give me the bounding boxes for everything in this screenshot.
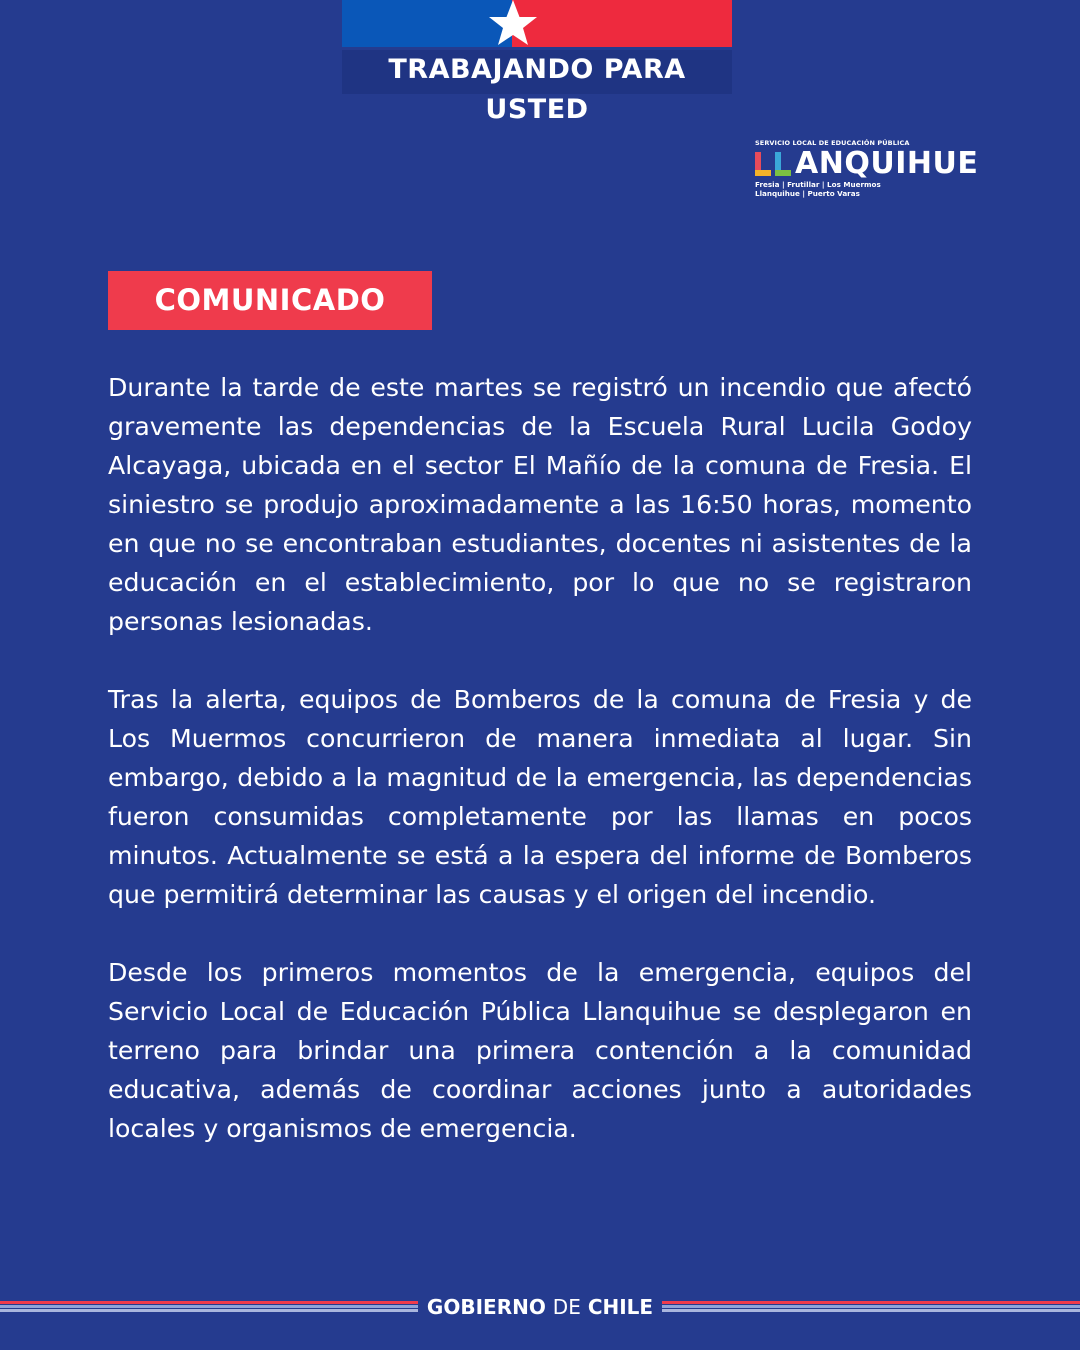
logo-top-text: SERVICIO LOCAL DE EDUCACIÓN PÚBLICA: [755, 139, 910, 147]
paragraph-1: Durante la tarde de este martes se registró un incendio que afectó gravemente las dependencias de la Escuela Rural Lucila Godoy Alcayaga, ubicada en el sector El Mañío de la comuna de Fresia. El siniestro se produjo aproximadamente a las 16:50 horas, momento en que no se encontraban estudiantes, docentes ni asistentes de la educación en el establecimiento, por lo que no se registraron personas lesionadas.: [108, 373, 972, 636]
footer-gobierno: [0, 1292, 1080, 1322]
footer-stripes-right: [662, 1301, 1080, 1313]
tagline: TRABAJANDO PARA USTED: [342, 50, 732, 94]
footer-de-word: DE: [552, 1295, 581, 1319]
statement-body: [108, 368, 972, 1187]
llanquihue-logo: [755, 139, 985, 205]
logo-sub-line-1: Fresia | Frutillar | Los Muermos: [755, 180, 881, 189]
flag-red-field: [512, 0, 732, 47]
logo-wordmark: [755, 148, 985, 180]
footer-gobierno-word: GOBIERNO: [426, 1295, 546, 1319]
logo-name: ANQUIHUE: [795, 146, 979, 181]
paragraph-2: Tras la alerta, equipos de Bomberos de la comuna de Fresia y de Los Muermos concurrieron de manera inmediata al lugar. Sin embargo, debido a la magnitud de la emergencia, las dependencias fueron consumidas completamente por las llamas en pocos minutos. Actualmente se está a la espera del informe de Bomberos que permitirá determinar las causas y el origen del incendio.: [108, 685, 972, 909]
footer-chile-word: CHILE: [587, 1295, 654, 1319]
comunicado-badge: [108, 271, 432, 330]
logo-ll-mark: [755, 148, 795, 180]
star-icon: [485, 0, 541, 52]
paragraph-3: Desde los primeros momentos de la emergencia, equipos del Servicio Local de Educación Pública Llanquihue se desplegaron en terreno para brindar una primera contención a la comunidad educativa, además de coordinar acciones junto a autoridades locales y organismos de emergencia.: [108, 958, 972, 1143]
chile-flag-banner: [342, 0, 732, 47]
badge-label: COMUNICADO: [154, 283, 386, 317]
footer-stripes-left: [0, 1301, 418, 1313]
gobierno-de-chile-label: [418, 1292, 662, 1322]
logo-sub-line-2: Llanquihue | Puerto Varas: [755, 189, 860, 198]
